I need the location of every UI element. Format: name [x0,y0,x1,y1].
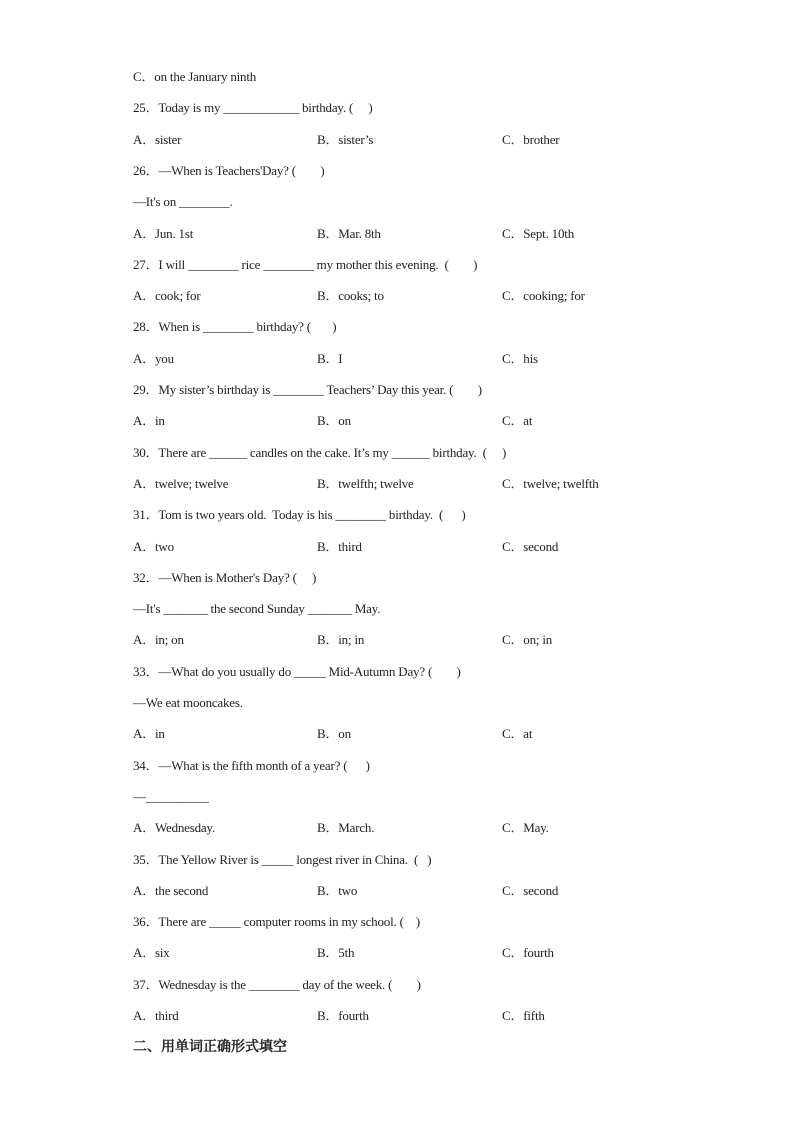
question-stem: 28．When is ________ birthday? ( ) [133,319,337,335]
answer-line: —It's on ________. [133,194,233,210]
option-b: B．I [317,350,343,366]
option-c: C．second [502,538,559,554]
option-a: A．cook; for [133,288,201,304]
question-stem: 35．The Yellow River is _____ longest river in China. ( ) [133,851,432,867]
question-stem: 31．Tom is two years old. Today is his ________ birthday. ( ) [133,507,466,523]
option-b: B．5th [317,945,355,961]
option-b: B．Mar. 8th [317,225,381,241]
option-c: C．May. [502,820,549,836]
option-a: A．you [133,350,174,366]
section-heading: 二、用单词正确形式填空 [133,1039,287,1056]
option-b: B．twelfth; twelve [317,475,414,491]
option-b: B．in; in [317,632,365,648]
question-stem: 37．Wednesday is the ________ day of the week. ( ) [133,976,421,992]
question-stem: 36．There are _____ computer rooms in my school. ( ) [133,914,421,930]
option-a: A．Wednesday. [133,820,215,836]
option-c: C．twelve; twelfth [502,475,599,491]
option-a: A．the second [133,882,209,898]
question-stem: 33．—What do you usually do _____ Mid-Autumn Day? ( ) [133,663,461,679]
option-b: B．third [317,538,362,554]
option-c: C．Sept. 10th [502,225,574,241]
question-stem: 29．My sister’s birthday is ________ Teachers’ Day this year. ( ) [133,382,482,397]
option-b: B．sister’s [317,131,374,147]
option-a: A．in [133,413,165,429]
option-b: B．March. [317,820,375,836]
option-a: A．six [133,945,170,961]
option-a: A．sister [133,131,182,147]
option-b: B．on [317,413,351,429]
option-c: C．at [502,726,533,742]
option-c: C．his [502,350,538,366]
option-b: B．on [317,726,351,742]
question-stem: 27．I will ________ rice ________ my mother this evening. ( ) [133,256,478,272]
question-stem: 26．—When is Teachers'Day? ( ) [133,162,325,178]
question-stem: 25．Today is my ____________ birthday. ( ) [133,100,373,116]
option-c: C．on; in [502,632,553,648]
option-b: B．fourth [317,1008,369,1023]
option-a: A．Jun. 1st [133,225,194,241]
option-a: A．two [133,538,174,554]
option-a: A．third [133,1008,179,1023]
answer-line: —__________ [133,788,209,804]
question-stem: 30．There are ______ candles on the cake. It’s my ______ birthday. ( ) [133,444,507,460]
answer-line: —We eat mooncakes. [133,695,243,710]
option-c: C．fourth [502,945,554,961]
option-a: A．twelve; twelve [133,475,229,491]
option-b: B．cooks; to [317,288,384,304]
option-c: C．at [502,413,533,429]
option-c: C．fifth [502,1008,545,1023]
question-stem: 34．—What is the fifth month of a year? ( ) [133,757,370,773]
option-a: A．in [133,726,165,742]
option-c: C．second [502,882,559,898]
answer-line: —It's _______ the second Sunday _______ May. [133,601,381,617]
option-a: A．in; on [133,632,184,648]
option-continuation: C．on the January ninth [133,69,257,84]
question-stem: 32．—When is Mother's Day? ( ) [133,569,317,585]
option-c: C．brother [502,131,560,147]
option-c: C．cooking; for [502,288,585,304]
option-b: B．two [317,882,358,898]
